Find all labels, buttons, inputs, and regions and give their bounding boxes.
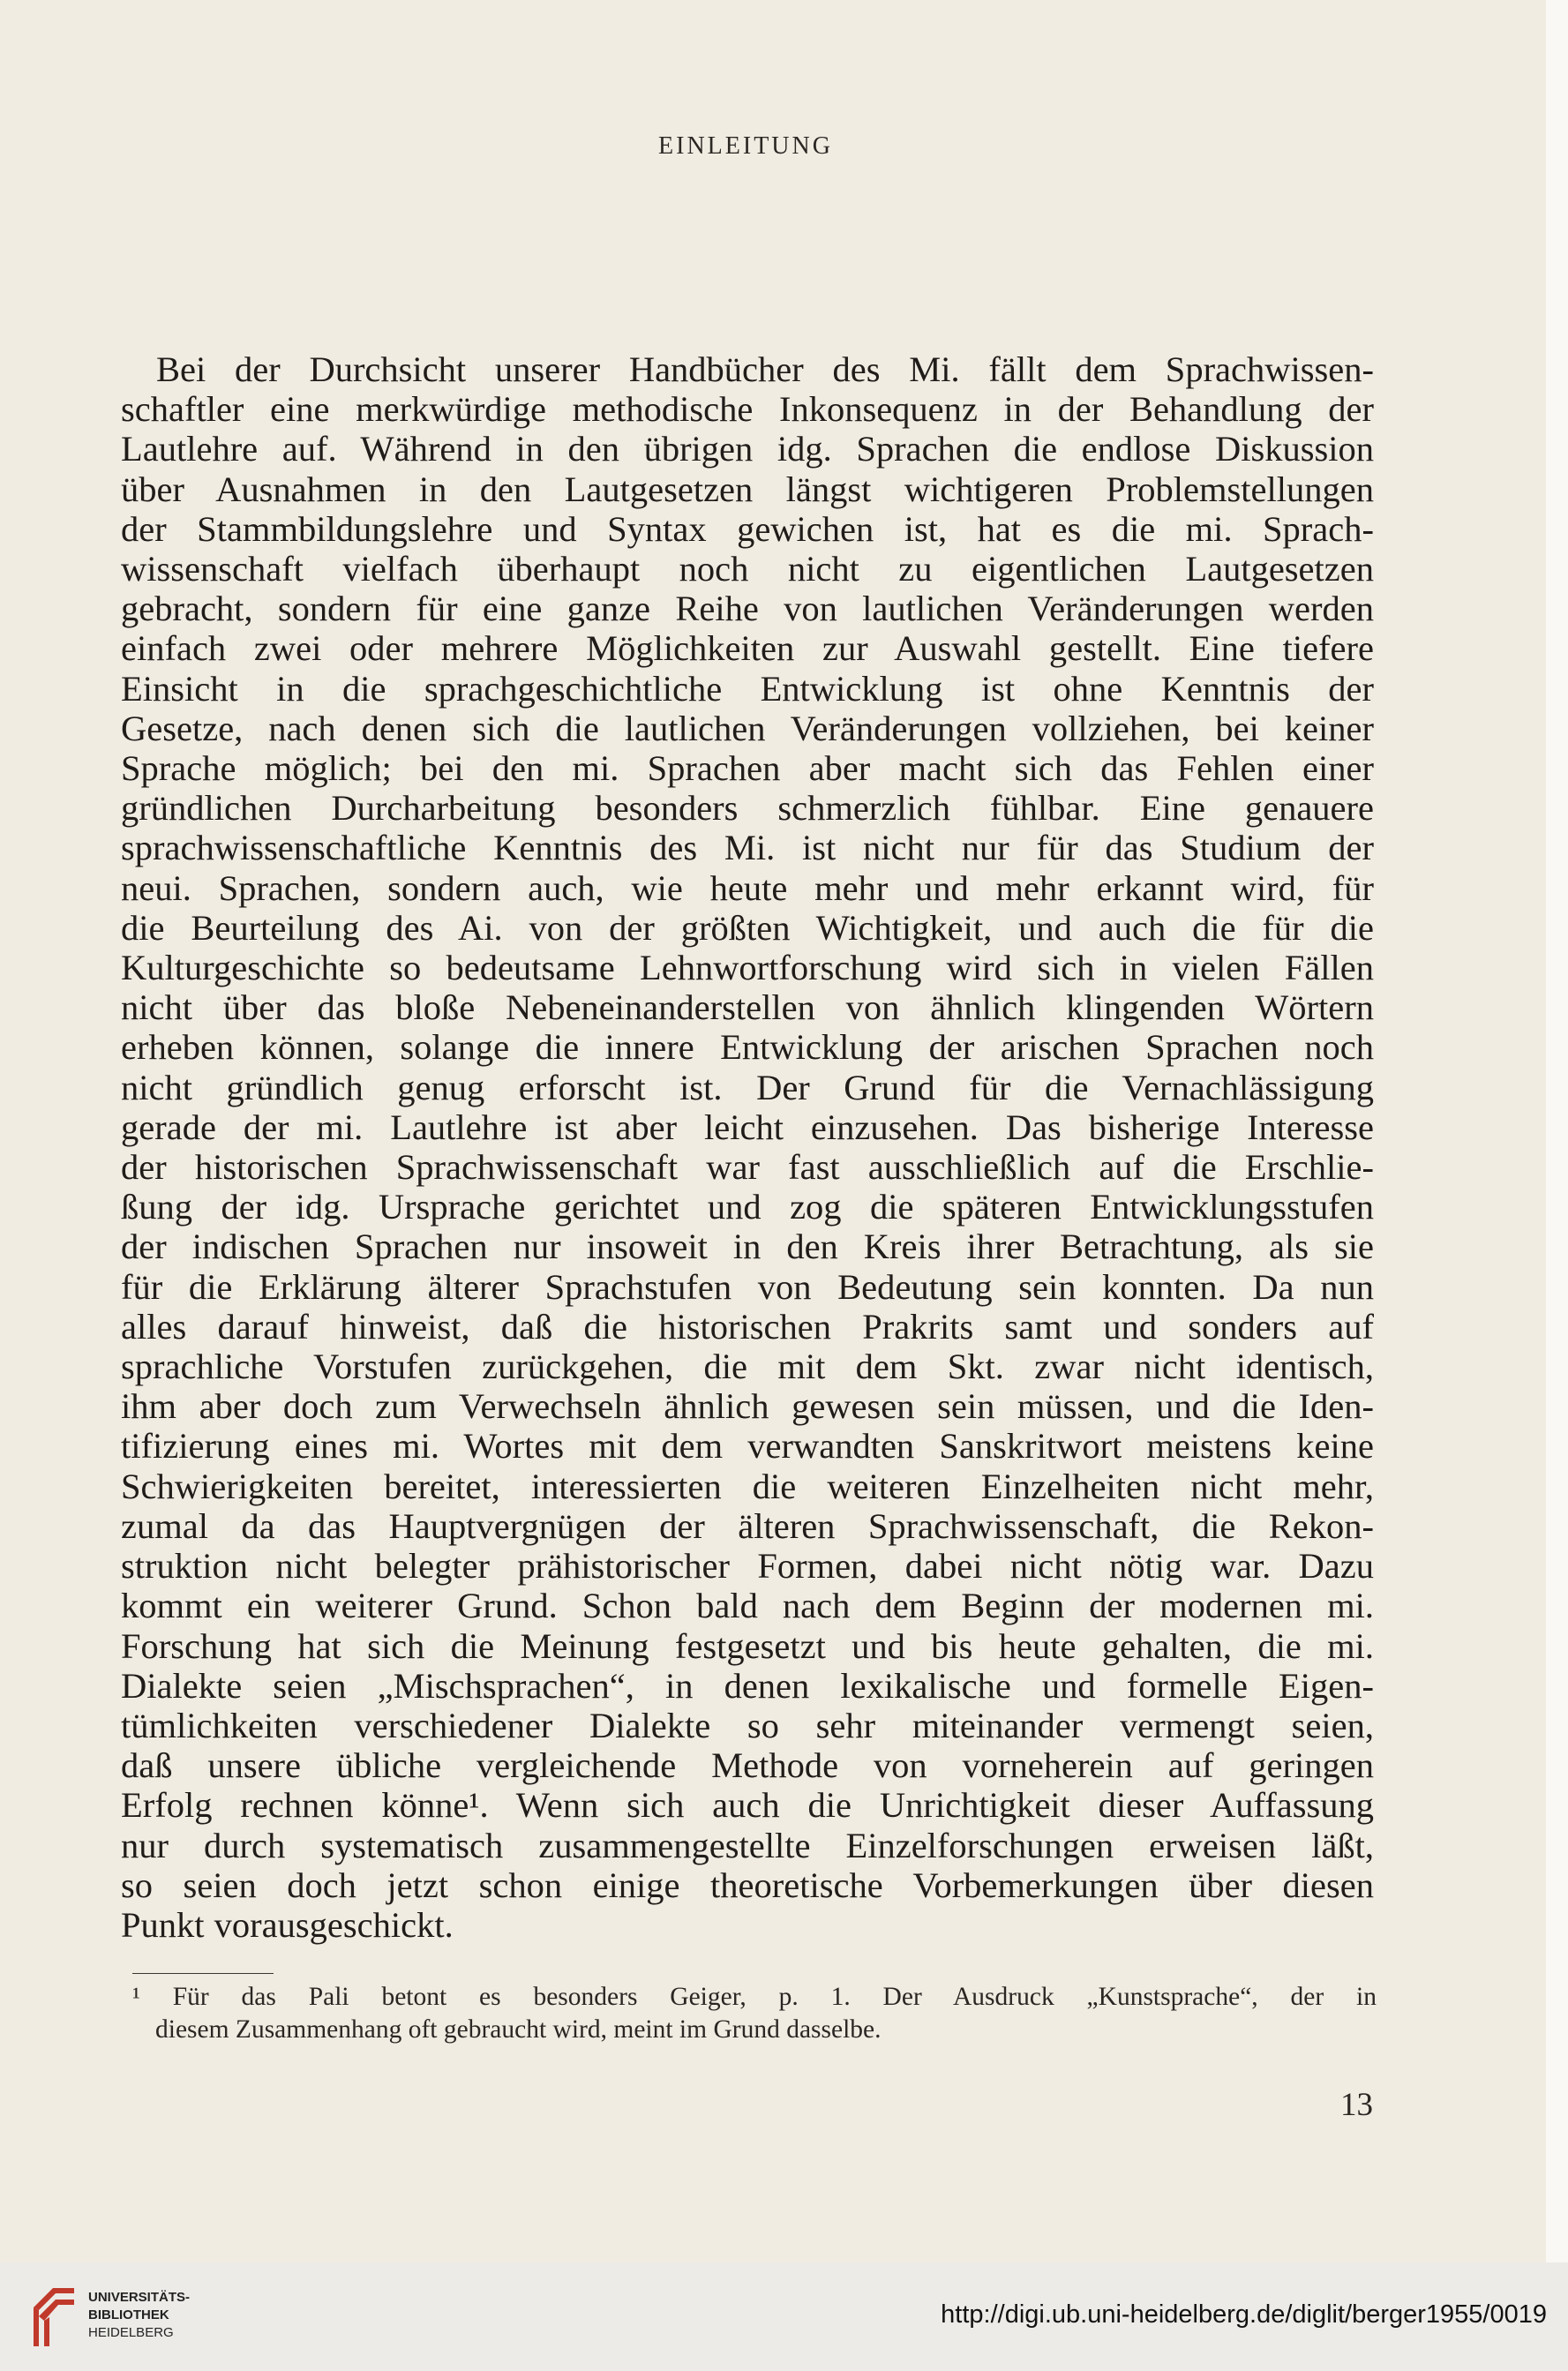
footnote-rule — [132, 1973, 274, 1974]
page-edge — [1546, 0, 1568, 2262]
body-line: Bei der Durchsicht unserer Handbücher des Mi. fällt dem Sprachwissen- — [156, 349, 1374, 389]
body-line: die Beurteilung des Ai. von der größten Wichtigkeit, und auch die für die — [121, 907, 1374, 948]
body-line: schaftler eine merkwürdige methodische Inkonsequenz in der Behandlung der — [121, 389, 1374, 430]
body-line: sprachliche Vorstufen zurückgehen, die mit dem Skt. zwar nicht identisch, — [121, 1347, 1374, 1387]
footnote-line: diesem Zusammenhang oft gebraucht wird, meint im Grund dasselbe. — [155, 2015, 882, 2044]
body-line: daß unsere übliche vergleichende Methode von vorneherein auf geringen — [121, 1745, 1374, 1786]
body-line: einfach zwei oder mehrere Möglichkeiten zur Auswahl gestellt. Eine tiefere — [121, 628, 1374, 669]
body-line: gerade der mi. Lautlehre ist aber leicht einzusehen. Das bisherige Interesse — [121, 1107, 1374, 1147]
body-line: nicht gründlich genug erforscht ist. Der Grund für die Vernachlässigung — [121, 1067, 1374, 1107]
body-line: Kulturgeschichte so bedeutsame Lehnwortforschung wird sich in vielen Fällen — [121, 948, 1374, 988]
body-line: der indischen Sprachen nur insoweit in den Kreis ihrer Betrachtung, als sie — [121, 1227, 1374, 1267]
body-line: sprachwissenschaftliche Kenntnis des Mi. ist nicht nur für das Studium der — [121, 828, 1374, 868]
body-line: Gesetze, nach denen sich die lautlichen Veränderungen vollziehen, bei keiner — [121, 708, 1374, 748]
body-line: tifizierung eines mi. Wortes mit dem verwandten Sanskritwort meistens keine — [121, 1426, 1374, 1467]
body-line: kommt ein weiterer Grund. Schon bald nach dem Beginn der modernen mi. — [121, 1586, 1374, 1626]
body-line: Erfolg rechnen könne¹. Wenn sich auch die Unrichtigkeit dieser Auffassung — [121, 1785, 1374, 1826]
library-name-line: BIBLIOTHEK — [88, 2307, 169, 2322]
body-line: Sprache möglich; bei den mi. Sprachen aber macht sich das Fehlen einer — [121, 748, 1374, 789]
library-name-line: HEIDELBERG — [88, 2325, 174, 2340]
body-line: Punkt vorausgeschickt. — [121, 1904, 454, 1945]
body-line: über Ausnahmen in den Lautgesetzen längst wichtigeren Problemstellungen — [121, 469, 1374, 509]
body-line: Schwierigkeiten bereitet, interessierten die weiteren Einzelheiten nicht mehr, — [121, 1466, 1374, 1506]
library-logo-icon — [26, 2281, 81, 2350]
body-line: Dialekte seien „Mischsprachen“, in denen lexikalische und formelle Eigen- — [121, 1665, 1374, 1706]
library-name-line: UNIVERSITÄTS- — [88, 2290, 191, 2305]
body-line: neui. Sprachen, sondern auch, wie heute mehr und mehr erkannt wird, für — [121, 867, 1374, 908]
body-line: der historischen Sprachwissenschaft war fast ausschließlich auf die Erschlie- — [121, 1147, 1374, 1188]
body-line: wissenschaft vielfach überhaupt noch nicht zu eigentlichen Lautgesetzen — [121, 549, 1374, 589]
body-text — [121, 349, 1374, 1945]
page-number: 13 — [1340, 2087, 1373, 2123]
body-line: nur durch systematisch zusammengestellte Einzelforschungen erweisen läßt, — [121, 1825, 1374, 1865]
footnote-line: ¹ Für das Pali betont es besonders Geiger, p. 1. Der Ausdruck „Kunstsprache“, der in — [132, 1983, 1377, 2011]
body-line: tümlichkeiten verschiedener Dialekte so sehr miteinander vermengt seien, — [121, 1705, 1374, 1745]
body-line: gründlichen Durcharbeitung besonders schmerzlich fühlbar. Eine genauere — [121, 788, 1374, 829]
running-head: EINLEITUNG — [658, 132, 833, 160]
body-line: nicht über das bloße Nebeneinanderstellen von ähnlich klingenden Wörtern — [121, 987, 1374, 1028]
body-line: struktion nicht belegter prähistorischer Formen, dabei nicht nötig war. Dazu — [121, 1546, 1374, 1587]
library-name — [88, 2289, 190, 2342]
body-line: so seien doch jetzt schon einige theoretische Vorbemerkungen über diesen — [121, 1865, 1374, 1905]
body-line: Lautlehre auf. Während in den übrigen idg. Sprachen die endlose Diskussion — [121, 429, 1374, 469]
footnote — [132, 1981, 1377, 2046]
body-line: zumal da das Hauptvergnügen der älteren Sprachwissenschaft, die Rekon- — [121, 1505, 1374, 1546]
source-url-link[interactable]: http://digi.ub.uni-heidelberg.de/diglit/berger1955/0019 — [941, 2300, 1547, 2329]
body-line: für die Erklärung älterer Sprachstufen von Bedeutung sein konnten. Da nun — [121, 1266, 1374, 1307]
body-line: ßung der idg. Ursprache gerichtet und zog die späteren Entwicklungsstufen — [121, 1187, 1374, 1227]
body-line: der Stammbildungslehre und Syntax gewichen ist, hat es die mi. Sprach- — [121, 508, 1374, 549]
body-line: alles darauf hinweist, daß die historischen Prakrits samt und sonders auf — [121, 1306, 1374, 1347]
body-line: Einsicht in die sprachgeschichtliche Entwicklung ist ohne Kenntnis der — [121, 668, 1374, 709]
body-line: Forschung hat sich die Meinung festgesetzt und bis heute gehalten, die mi. — [121, 1625, 1374, 1666]
body-line: ihm aber doch zum Verwechseln ähnlich gewesen sein müssen, und die Iden- — [121, 1386, 1374, 1427]
body-line: gebracht, sondern für eine ganze Reihe von lautlichen Veränderungen werden — [121, 589, 1374, 629]
body-line: erheben können, solange die innere Entwicklung der arischen Sprachen noch — [121, 1027, 1374, 1068]
